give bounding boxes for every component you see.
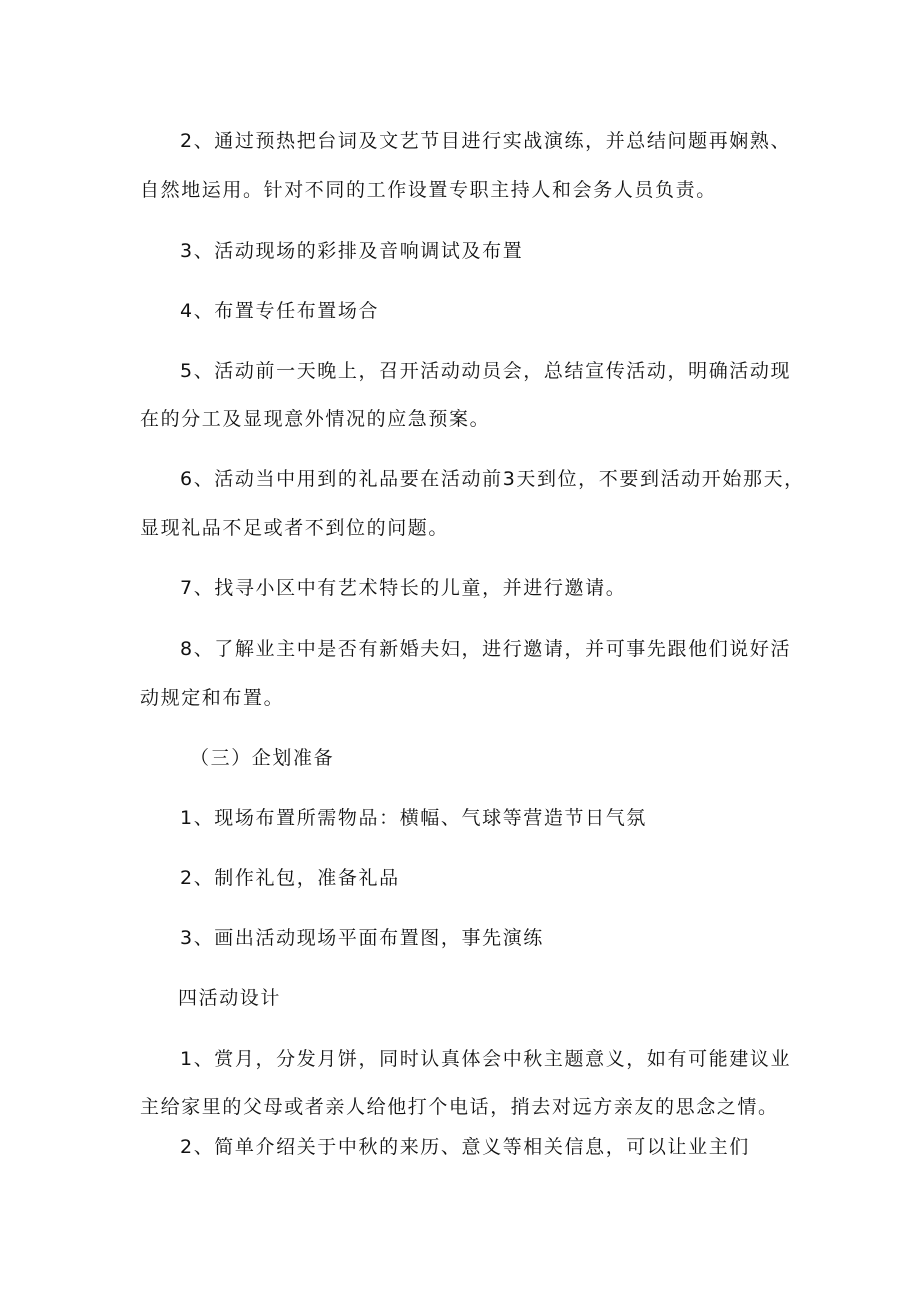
paragraph-6-line-1: 6、活动当中用到的礼品要在活动前3天到位，不要到活动开始那天， — [180, 468, 805, 490]
paragraph-8-line-1: 8、了解业主中是否有新婚夫妇，进行邀请，并可事先跟他们说好活 — [180, 638, 792, 660]
design-item-1-line-2: 主给家里的父母或者亲人给他打个电话，捎去对远方亲友的思念之情。 — [140, 1096, 779, 1118]
section-heading-planning: （三）企划准备 — [190, 747, 335, 769]
planning-item-3: 3、画出活动现场平面布置图，事先演练 — [180, 927, 544, 949]
paragraph-6-line-2: 显现礼品不足或者不到位的问题。 — [140, 517, 450, 539]
paragraph-8-line-2: 动规定和布置。 — [140, 687, 285, 709]
paragraph-7-line-1: 7、找寻小区中有艺术特长的儿童，并进行邀请。 — [180, 577, 627, 599]
paragraph-3-line-1: 3、活动现场的彩排及音响调试及布置 — [180, 240, 524, 262]
planning-item-2: 2、制作礼包，准备礼品 — [180, 867, 400, 889]
paragraph-4-line-1: 4、布置专任布置场合 — [180, 300, 380, 322]
design-item-2-line-1: 2、简单介绍关于中秋的来历、意义等相关信息，可以让业主们 — [180, 1136, 750, 1158]
design-item-1-line-1: 1、赏月，分发月饼，同时认真体会中秋主题意义，如有可能建议业 — [180, 1048, 792, 1070]
paragraph-2-line-1: 2、通过预热把台词及文艺节目进行实战演练，并总结问题再娴熟、 — [180, 130, 792, 152]
paragraph-2-line-2: 自然地运用。针对不同的工作设置专职主持人和会务人员负责。 — [140, 179, 717, 201]
planning-item-1: 1、现场布置所需物品：横幅、气球等营造节日气氛 — [180, 807, 647, 829]
paragraph-5-line-1: 5、活动前一天晚上，召开活动动员会，总结宣传活动，明确活动现 — [180, 360, 792, 382]
paragraph-5-line-2: 在的分工及显现意外情况的应急预案。 — [140, 408, 491, 430]
section-heading-activity-design: 四活动设计 — [178, 987, 282, 1009]
